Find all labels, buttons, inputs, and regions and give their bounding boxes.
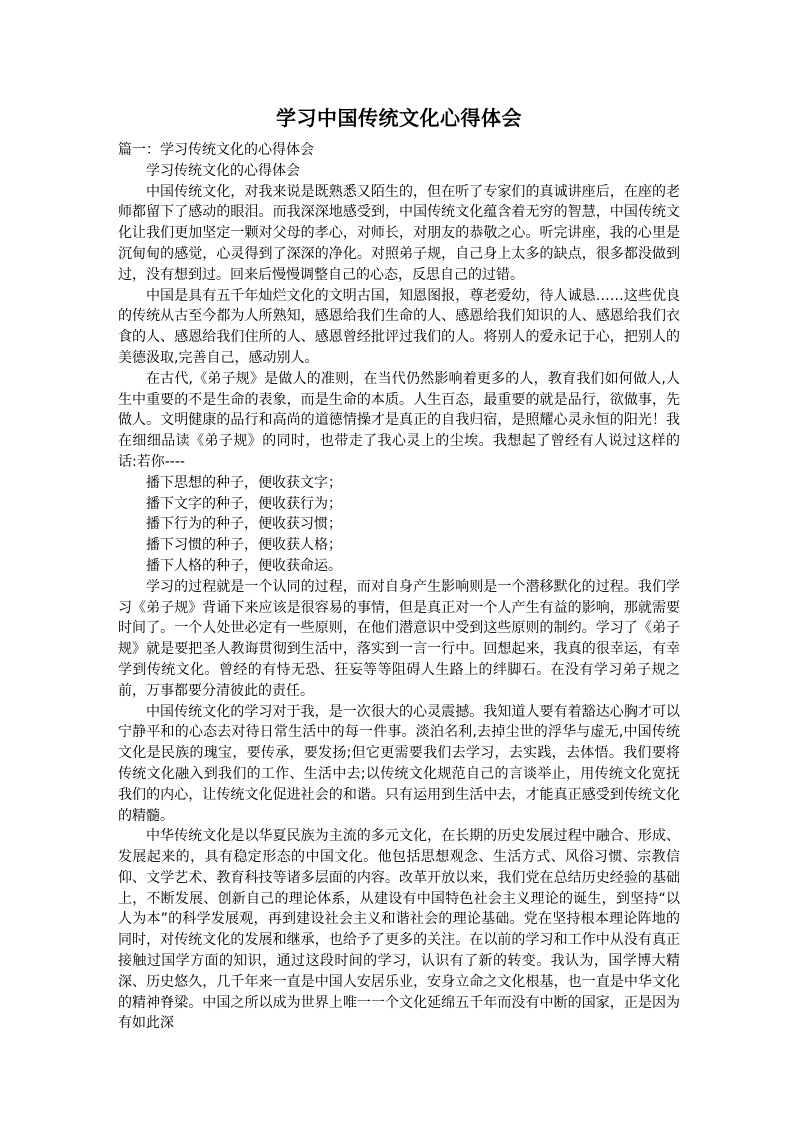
verse-line: 播下行为的种子，便收获习惯； [146,516,342,533]
document-body [118,140,680,1034]
verse-line: 播下思想的种子，便收获文字； [146,474,342,491]
verse-line: 播下文字的种子，便收获行为； [146,495,342,512]
paragraph: 中国传统文化，对我来说是既熟悉又陌生的，但在听了专家们的真诚讲座后，在座的老师都留下了感动的眼泪。而我深深地感受到，中国传统文化蕴含着无穷的智慧，中国传统文化让我们更加坚定一颗对父母的孝心，对师长，对朋友的恭敬之心。听完讲座，我的心里是沉甸甸的感觉，心灵得到了深深的净化。对照弟子规，自己身上太多的缺点，很多都没做到过，没有想到过。回来后慢慢调整自己的心态，反思自己的过错。 [118,183,680,283]
paragraph: 中国传统文化的学习对于我，是一次很大的心灵震撼。我知道人要有着豁达心胸才可以宁静平和的心态去对待日常生活中的每一件事。淡泊名利,去掉尘世的浮华与虚无,中国传统文化是民族的瑰宝，要传承，要发扬;但它更需要我们去学习，去实践，去体悟。我们要将传统文化融入到我们的工作、生活中去;以传统文化规范自己的言谈举止，用传统文化宽抚我们的内心，让传统文化促进社会的和谐。只有运用到生活中去，才能真正感受到传统文化的精髓。 [118,703,680,824]
verse-line: 播下习惯的种子，便收获人格； [146,537,342,554]
paragraph: 学习的过程就是一个认同的过程，而对自身产生影响则是一个潜移默化的过程。我们学习《弟子规》背诵下来应该是很容易的事情，但是真正对一个人产生有益的影响，那就需要时间了。一个人处世必定有一些原则，在他们潜意识中受到这些原则的制约。学习了《弟子规》就是要把圣人教诲贯彻到生活中，落实到一言一行中。回想起来，我真的很幸运，有幸学到传统文化。曾经的有恃无恐、狂妄等等阻碍人生路上的绊脚石。在没有学习弟子规之前，万事都要分清彼此的责任。 [118,578,680,699]
verse-line: 播下人格的种子，便收获命运。 [146,557,342,574]
paragraph: 中华传统文化是以华夏民族为主流的多元文化，在长期的历史发展过程中融合、形成、发展起来的，具有稳定形态的中国文化。他包括思想观念、生活方式、风俗习惯、宗教信仰、文学艺术、教育科技等诸多层面的内容。改革开放以来，我们党在总结历史经验的基础上，不断发展、创新自己的理论体系，从建设有中国特色社会主义理论的诞生，到坚持“以人为本”的科学发展观，再到建设社会主义和谐社会的理论基础。党在坚持根本理论阵地的同时，对传统文化的发展和继承，也给予了更多的关注。在以前的学习和工作中从没有真正接触过国学方面的知识，通过这段时间的学习，认识有了新的转变。我认为，国学博大精深、历史悠久，几千年来一直是中国人安居乐业，安身立命之文化根基，也一直是中华文化的精神脊梁。中国之所以成为世界上唯一一个文化延绵五千年而没有中断的国家，正是因为有如此深 [118,828,680,1032]
paragraph: 在古代,《弟子规》是做人的准则，在当代仍然影响着更多的人，教育我们如何做人,人生中重要的不是生命的表象，而是生命的本质。人生百态，最重要的就是品行，欲做事，先做人。文明健康的品行和高尚的道德情操才是真正的自我归宿，是照耀心灵永恒的阳光！我在细细品读《弟子规》的同时，也带走了我心灵上的尘埃。我想起了曾经有人说过这样的话:若你---- [118,370,680,470]
paragraph: 篇一：学习传统文化的心得体会 [118,142,314,158]
document-page [118,104,680,1034]
paragraph: 中国是具有五千年灿烂文化的文明古国，知恩图报，尊老爱幼，待人诚恳……这些优良的传统从古至今都为人所熟知，感恩给我们生命的人、感恩给我们知识的人、感恩给我们衣食的人、感恩给我们住所的人、感恩曾经批评过我们的人。将别人的爱永记于心，把别人的美德汲取,完善自己，感动别人。 [118,287,680,366]
document-title: 学习中国传统文化心得体会 [276,106,522,130]
paragraph: 学习传统文化的心得体会 [146,162,300,179]
